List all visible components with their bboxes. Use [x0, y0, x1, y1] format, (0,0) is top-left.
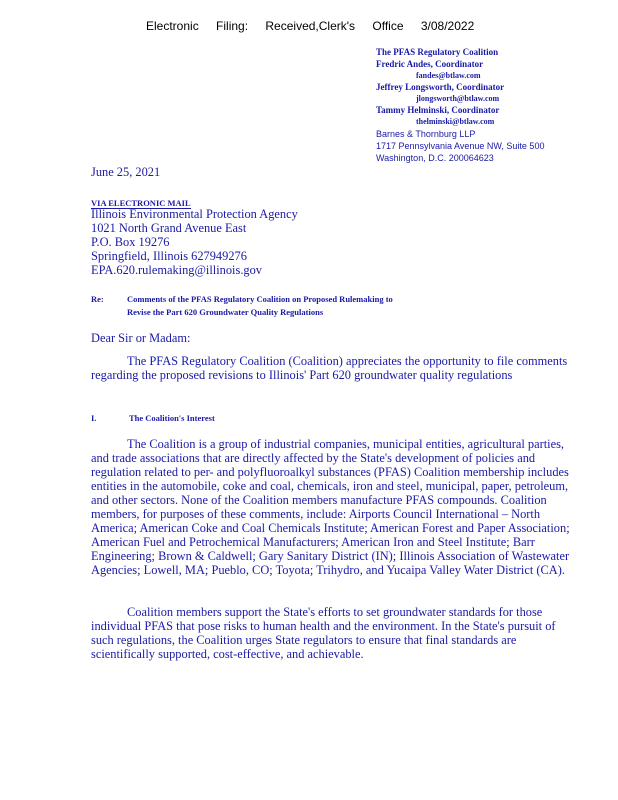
letterhead	[376, 47, 544, 164]
paragraph-coalition: The Coalition is a group of industrial companies, municipal entities, agricultural parties, and trade associations that are directly affected by the State's development of policies and regulation related to per- and polyfluoroalkyl substances (PFAS) Coalition membership includes entities in the automobile, coke and coal, chemicals, iron and steel, municipal, paper, petroleum, and other sectors. None of the Coalition members manufacture PFAS compounds. Coalition members, for purposes of these comments, include: Airports Council International – North America; American Coke and Coal Chemicals Institute; American Forest and Paper Association; American Fuel and Petrochemical Manufacturers; American Iron and Steel Institute; Barr Engineering; Brown & Caldwell; Gary Sanitary District (IN); Illinois Association of Wastewater Agencies; Lowell, MA; Pueblo, CO; Toyota; Trihydro, and Yucaipa Valley Water District (CA).	[91, 437, 570, 577]
header-office: Office	[372, 19, 404, 33]
re-label: Re:	[91, 294, 104, 304]
recipient-block	[91, 207, 581, 277]
letterhead-email: thelminski@btlaw.com	[416, 117, 495, 126]
letterhead-email: jlongsworth@btlaw.com	[416, 94, 500, 103]
letterhead-coordinator: Tammy Helminski, Coordinator	[376, 104, 500, 115]
letterhead-city: Washington, D.C. 200064623	[376, 152, 494, 163]
recipient-street: 1021 North Grand Avenue East	[91, 221, 247, 235]
recipient-agency: Illinois Environmental Protection Agency	[91, 207, 298, 221]
recipient-email: EPA.620.rulemaking@illinois.gov	[91, 263, 262, 277]
letterhead-coordinator: Jeffrey Longsworth, Coordinator	[376, 81, 505, 92]
letterhead-firm: Barnes & Thornburg LLP	[376, 128, 476, 139]
re-subject-line2: Revise the Part 620 Groundwater Quality Regulations	[127, 307, 324, 317]
letterhead-coordinator: Fredric Andes, Coordinator	[376, 58, 484, 69]
re-line	[91, 293, 393, 319]
recipient-pobox: P.O. Box 19276	[91, 235, 170, 249]
section-title: The Coalition's Interest	[128, 413, 215, 423]
salutation: Dear Sir or Madam:	[91, 331, 191, 345]
letterhead-org: The PFAS Regulatory Coalition	[376, 47, 499, 57]
header-date: 3/08/2022	[420, 19, 475, 33]
letterhead-email: fandes@btlaw.com	[416, 71, 481, 80]
filing-header	[146, 19, 488, 33]
section-number: I.	[91, 413, 97, 423]
letter-date: June 25, 2021	[91, 165, 161, 179]
paragraph-support: Coalition members support the State's efforts to set groundwater standards for those individual PFAS that pose risks to human health and the environment. In the State's pursuit of such regulations, the Coalition urges State regulators to ensure that final standards are scientifically supported, cost-effective, and achievable.	[91, 605, 556, 661]
header-electronic: Electronic	[146, 19, 199, 33]
re-subject-line1: Comments of the PFAS Regulatory Coalition on Proposed Rulemaking to	[127, 294, 393, 304]
section-heading	[91, 411, 581, 425]
letterhead-street: 1717 Pennsylvania Avenue NW, Suite 500	[376, 140, 545, 151]
header-filing: Filing:	[216, 19, 249, 33]
delivery-label: VIA ELECTRONIC MAIL	[91, 198, 191, 208]
paragraph-intro: The PFAS Regulatory Coalition (Coalition) appreciates the opportunity to file comments regarding the proposed revisions to Illinois' Part 620 groundwater quality regulations	[91, 354, 568, 382]
header-received: Received,Clerk's	[265, 19, 356, 33]
recipient-city: Springfield, Illinois 627949276	[91, 249, 247, 263]
